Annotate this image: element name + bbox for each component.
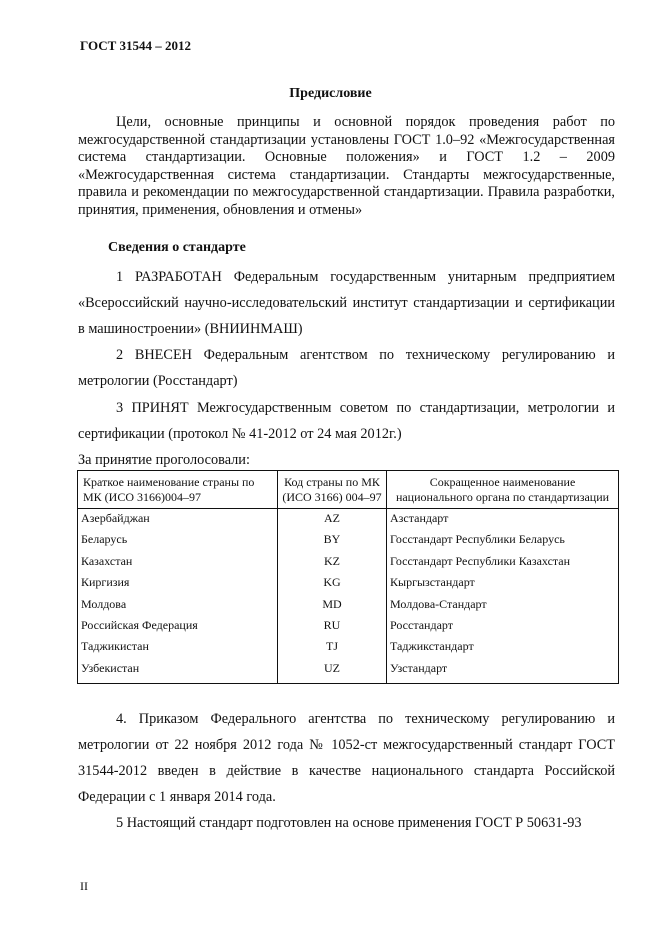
standard-info-heading: Сведения о стандарте	[108, 240, 246, 255]
header-country-code: Код страны по МК (ИСО 3166) 004–97	[278, 471, 387, 509]
header-national-body: Сокращенное наименование национального органа по стандартизации	[387, 471, 619, 509]
item-introduced: 2 ВНЕСЕН Федеральным агентством по техническому регулированию и метрологии (Росстандарт)	[78, 347, 615, 389]
item-basis: 5 Настоящий стандарт подготовлен на основе применения ГОСТ Р 50631-93	[116, 815, 582, 831]
country-name: Киргизия	[78, 573, 278, 594]
page-number: II	[80, 879, 88, 893]
country-name: Казахстан	[78, 552, 278, 573]
table-row	[78, 659, 619, 684]
national-body: Росстандарт	[387, 616, 619, 637]
national-body: Госстандарт Республики Казахстан	[387, 552, 619, 573]
table-row	[78, 573, 619, 594]
country-code: KZ	[278, 552, 387, 573]
national-body: Кыргызстандарт	[387, 573, 619, 594]
item-developed: 1 РАЗРАБОТАН Федеральным государственным унитарным предприятием «Всероссийский научно-исследовательский институт стандартизации и сертификации в машиностроении» (ВНИИНМАШ)	[78, 269, 615, 337]
country-name: Узбекистан	[78, 659, 278, 684]
table-row	[78, 530, 619, 551]
national-body: Азстандарт	[387, 509, 619, 531]
country-code: BY	[278, 530, 387, 551]
national-body: Молдова-Стандарт	[387, 595, 619, 616]
item-adopted: 3 ПРИНЯТ Межгосударственным советом по стандартизации, метрологии и сертификации (протокол № 41-2012 от 24 мая 2012г.)	[78, 400, 615, 442]
country-name: Азербайджан	[78, 509, 278, 531]
item-enacted: 4. Приказом Федерального агентства по техническому регулированию и метрологии от 22 ноября 2012 года № 1052-ст межгосударственный стандарт ГОСТ 31544-2012 введен в действие в качестве национального стандарта Российской Федерации с 1 января 2014 года.	[78, 711, 615, 805]
table-row	[78, 509, 619, 531]
national-body: Узстандарт	[387, 659, 619, 684]
country-name: Таджикистан	[78, 637, 278, 658]
country-code: TJ	[278, 637, 387, 658]
preface-title: Предисловие	[289, 86, 372, 101]
country-name: Беларусь	[78, 530, 278, 551]
header-country-name: Краткое наименование страны по МК (ИСО 3166)004–97	[78, 471, 278, 509]
country-name: Российская Федерация	[78, 616, 278, 637]
country-code: MD	[278, 595, 387, 616]
national-body: Таджикстандарт	[387, 637, 619, 658]
country-code: RU	[278, 616, 387, 637]
preface-intro: Цели, основные принципы и основной порядок проведения работ по межгосударственной стандартизации установлены ГОСТ 1.0–92 «Межгосударственная система стандартизации. Основные положения» и ГОСТ 1.2 – 2009 «Межгосударственная система стандартизации. Стандарты межгосударственные, правила и рекомендации по межгосударственной стандартизации. Правила разработки, принятия, применения, обновления и отмены»	[78, 114, 615, 218]
table-row	[78, 552, 619, 573]
table-header-row	[78, 471, 619, 509]
country-name: Молдова	[78, 595, 278, 616]
table-row	[78, 595, 619, 616]
voting-table	[77, 470, 619, 684]
document-code: ГОСТ 31544 – 2012	[80, 38, 192, 53]
country-code: AZ	[278, 509, 387, 531]
national-body: Госстандарт Республики Беларусь	[387, 530, 619, 551]
country-code: UZ	[278, 659, 387, 684]
table-row	[78, 637, 619, 658]
table-row	[78, 616, 619, 637]
voted-label: За принятие проголосовали:	[78, 452, 250, 468]
country-code: KG	[278, 573, 387, 594]
